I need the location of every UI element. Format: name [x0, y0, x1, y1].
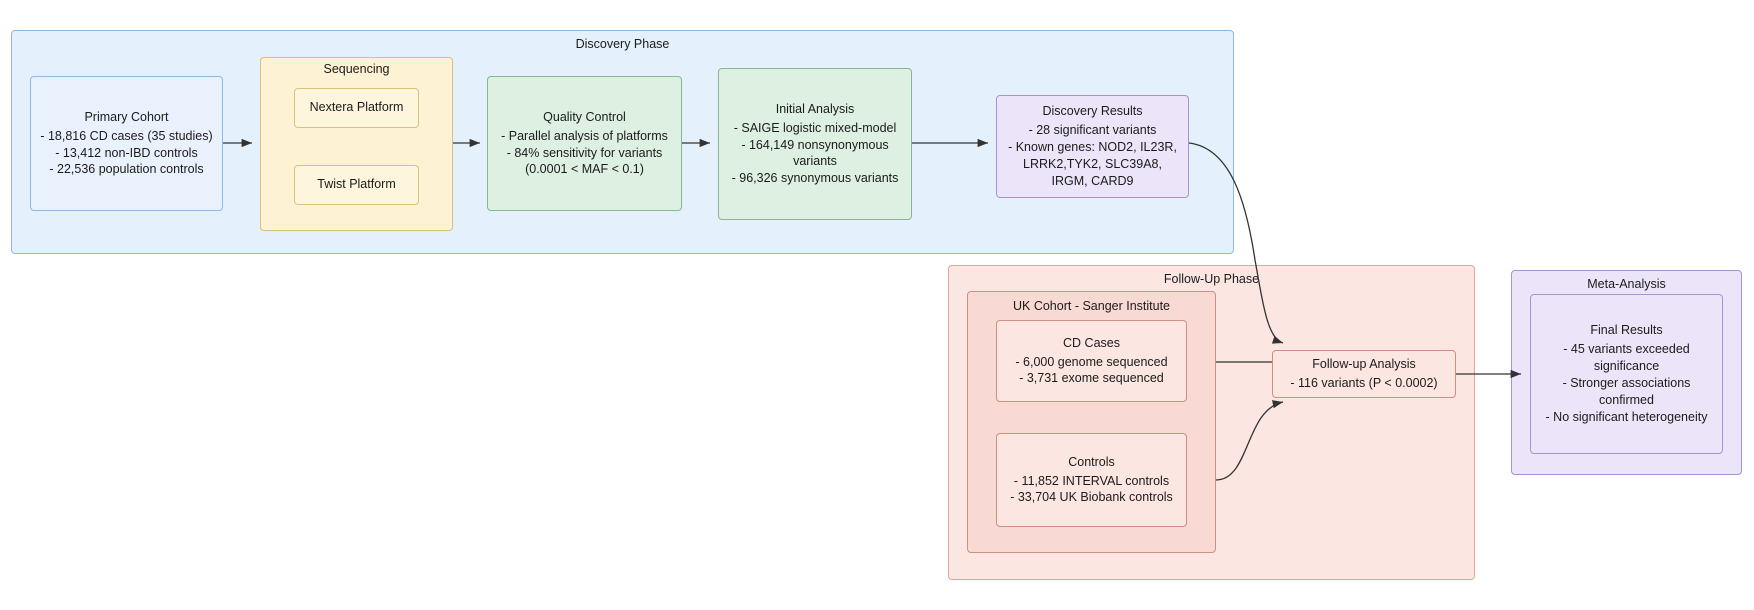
cluster-uk-cohort-label: UK Cohort - Sanger Institute	[1012, 299, 1171, 313]
node-nextera-platform-title: Nextera Platform	[309, 99, 404, 114]
node-initial-analysis-line-2: - 164,149 nonsynonymous variants	[741, 137, 889, 169]
node-followup-analysis-line-1: - 116 variants (P < 0.0002)	[1290, 376, 1438, 390]
node-final-results-line-2: - Stronger associations confirmed	[1562, 376, 1691, 407]
node-quality-control-title: Quality Control	[543, 109, 626, 124]
node-discovery-results-title: Discovery Results	[1042, 104, 1143, 119]
node-discovery-results[interactable]	[996, 95, 1189, 198]
node-cd-cases-line-2: - 3,731 exome sequenced	[1019, 371, 1164, 386]
node-initial-analysis-line-3: - 96,326 synonymous variants	[731, 171, 899, 186]
node-controls-line-1: - 11,852 INTERVAL controls	[1013, 473, 1170, 488]
node-followup-analysis-title: Follow-up Analysis	[1312, 357, 1416, 372]
cluster-sequencing-label: Sequencing	[323, 62, 390, 76]
node-quality-control[interactable]	[487, 76, 682, 211]
node-primary-cohort-title: Primary Cohort	[84, 109, 169, 124]
cluster-discovery-phase-label: Discovery Phase	[575, 37, 670, 51]
node-discovery-results-line-2: - Known genes: NOD2, IL23R, LRRK2,TYK2, SLC39A8, IRGM, CARD9	[1008, 140, 1177, 188]
node-controls[interactable]	[996, 433, 1187, 527]
node-discovery-results-line-1: - 28 significant variants	[1028, 123, 1157, 138]
node-cd-cases[interactable]	[996, 320, 1187, 402]
node-primary-cohort-line-3: - 22,536 population controls	[49, 162, 204, 177]
node-initial-analysis[interactable]	[718, 68, 912, 220]
node-final-results-line-1: - 45 variants exceeded significance	[1563, 342, 1690, 374]
node-primary-cohort-line-1: - 18,816 CD cases (35 studies)	[40, 128, 213, 143]
cluster-followup-phase-label: Follow-Up Phase	[1163, 272, 1260, 286]
node-twist-platform[interactable]	[294, 165, 419, 205]
node-final-results[interactable]	[1530, 294, 1723, 454]
node-initial-analysis-title: Initial Analysis	[775, 101, 855, 116]
node-final-results-line-3: - No significant heterogeneity	[1545, 409, 1708, 424]
node-quality-control-line-2: - 84% sensitivity for variants (0.0001 < MAF < 0.1)	[506, 145, 663, 177]
node-followup-analysis[interactable]	[1272, 350, 1456, 398]
node-controls-title: Controls	[1068, 454, 1115, 469]
node-initial-analysis-line-1: - SAIGE logistic mixed-model	[733, 120, 897, 135]
node-cd-cases-line-1: - 6,000 genome sequenced	[1015, 354, 1168, 369]
node-primary-cohort[interactable]	[30, 76, 223, 211]
node-controls-line-2: - 33,704 UK Biobank controls	[1010, 490, 1173, 505]
node-quality-control-line-1: - Parallel analysis of platforms	[501, 128, 668, 143]
node-primary-cohort-line-2: - 13,412 non-IBD controls	[55, 145, 198, 160]
node-nextera-platform[interactable]	[294, 88, 419, 128]
node-twist-platform-title: Twist Platform	[317, 176, 396, 191]
node-final-results-title: Final Results	[1590, 323, 1663, 338]
node-cd-cases-title: CD Cases	[1063, 335, 1120, 350]
cluster-meta-analysis-label: Meta-Analysis	[1587, 277, 1666, 291]
